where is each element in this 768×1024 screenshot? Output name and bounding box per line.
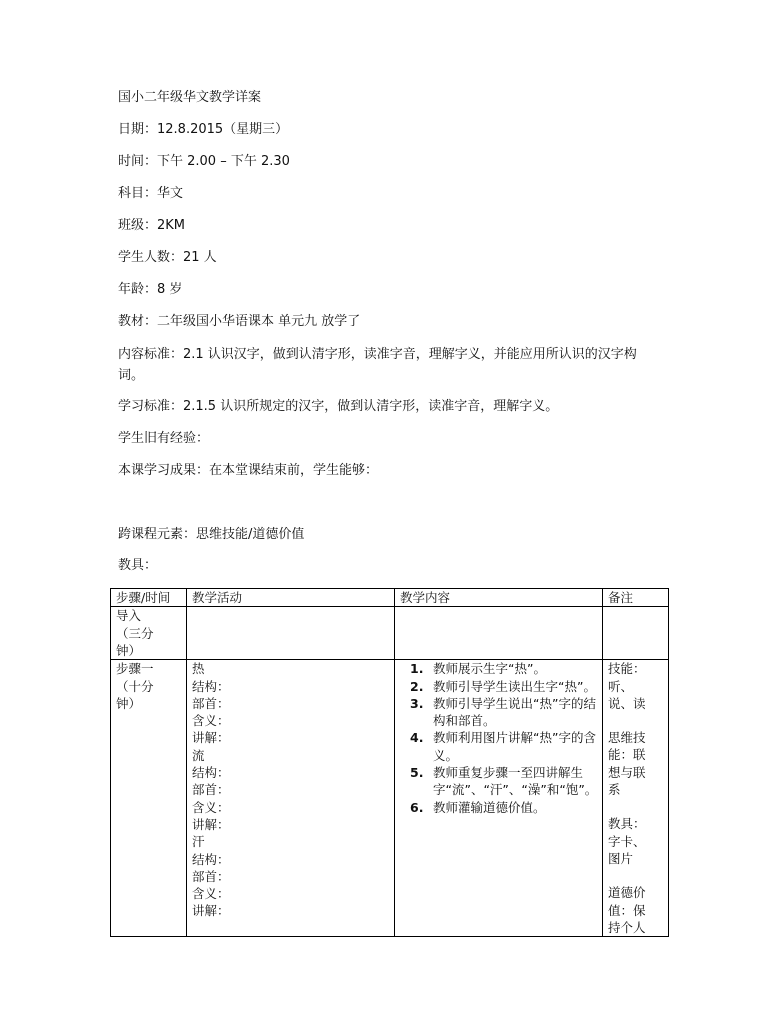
cross-curricular: 跨课程元素：思维技能/道德价值 (118, 527, 305, 542)
notes-cell (603, 607, 669, 660)
activity-line: 讲解： (192, 903, 230, 919)
activity-line: 流 (192, 747, 205, 763)
step-cell (111, 660, 187, 937)
list-item: 教师重复步骤一至四讲解生字“流”、“汗”、“澡”和“饱”。 (433, 765, 598, 798)
age-line: 年龄：8 岁 (118, 282, 183, 297)
note-line: 能：联 (608, 747, 646, 763)
activity-line: 含义： (192, 799, 230, 815)
class-line: 班级：2KM (118, 218, 186, 233)
notes-cell (603, 660, 669, 937)
note-line: 思维技 (608, 730, 646, 746)
header-cell-step: 步骤/时间 (111, 589, 187, 607)
list-item: 教师灌输道德价值。 (433, 799, 546, 815)
students-line: 学生人数：21 人 (118, 250, 217, 265)
activity-cell (187, 660, 395, 937)
table-row-intro (111, 607, 669, 660)
teaching-aids: 教具： (118, 558, 158, 573)
note-line: 图片 (608, 850, 634, 866)
step-duration: （三分 (116, 625, 154, 641)
activity-line: 结构： (192, 765, 230, 781)
header-cell-notes: 备注 (603, 589, 669, 607)
step-cell (111, 607, 187, 660)
note-line: 技能： (608, 661, 646, 677)
step-label: 步骤一 (116, 661, 154, 677)
content-cell (395, 607, 603, 660)
content-cell (395, 660, 603, 937)
header-cell-content: 教学内容 (395, 589, 603, 607)
activity-line: 讲解： (192, 816, 230, 832)
time-line: 时间：下午 2.00 – 下午 2.30 (118, 154, 290, 169)
document-title: 国小二年级华文教学详案 (118, 90, 262, 105)
activity-line: 热 (192, 661, 205, 677)
content-standard: 内容标准：2.1 认识汉字，做到认清字形，读准字音，理解字义，并能应用所认识的汉字构词。 (118, 347, 637, 383)
subject-line: 科目：华文 (118, 186, 184, 201)
activity-line: 结构： (192, 678, 230, 694)
note-line: 道德价 (608, 885, 646, 901)
activity-line: 讲解： (192, 730, 230, 746)
activity-cell (187, 607, 395, 660)
activity-line: 含义： (192, 713, 230, 729)
note-line: 字卡、 (608, 833, 646, 849)
learning-outcome: 本课学习成果：在本堂课结束前，学生能够： (118, 463, 379, 478)
teaching-steps-list (400, 660, 597, 816)
note-line: 值：保 (608, 902, 646, 918)
table-header-row (111, 589, 669, 607)
note-line: 听、 (608, 678, 634, 694)
step-label: 导入 (116, 608, 142, 624)
step-duration-unit: 钟） (116, 695, 142, 711)
activity-line: 汗 (192, 834, 205, 850)
learning-standard: 学习标准：2.1.5 认识所规定的汉字，做到认清字形，读准字音，理解字义。 (118, 399, 559, 414)
list-item: 教师展示生字“热”。 (433, 661, 546, 677)
lesson-plan-table (110, 588, 669, 937)
activity-line: 部首： (192, 868, 230, 884)
date-line: 日期：12.8.2015（星期三） (118, 122, 289, 137)
activity-line: 含义： (192, 886, 230, 902)
note-line: 说、读 (608, 695, 646, 711)
list-item: 教师引导学生读出生字“热”。 (433, 678, 596, 694)
prior-experience: 学生旧有经验： (118, 431, 210, 446)
activity-line: 部首： (192, 695, 230, 711)
step-duration-unit: 钟） (116, 642, 142, 658)
list-item: 教师利用图片讲解“热”字的含义。 (433, 730, 596, 763)
list-item: 教师引导学生说出“热”字的结构和部首。 (433, 695, 596, 729)
activity-line: 结构： (192, 851, 230, 867)
note-line: 教具： (608, 816, 646, 832)
note-line: 系 (608, 782, 621, 798)
activity-line: 部首： (192, 782, 230, 798)
material-line: 教材：二年级国小华语课本 单元九 放学了 (118, 314, 361, 329)
header-cell-activity: 教学活动 (187, 589, 395, 607)
note-line: 持个人 (608, 919, 646, 935)
table-row-step-one (111, 660, 669, 937)
step-duration: （十分 (116, 678, 154, 694)
note-line: 想与联 (608, 764, 646, 780)
